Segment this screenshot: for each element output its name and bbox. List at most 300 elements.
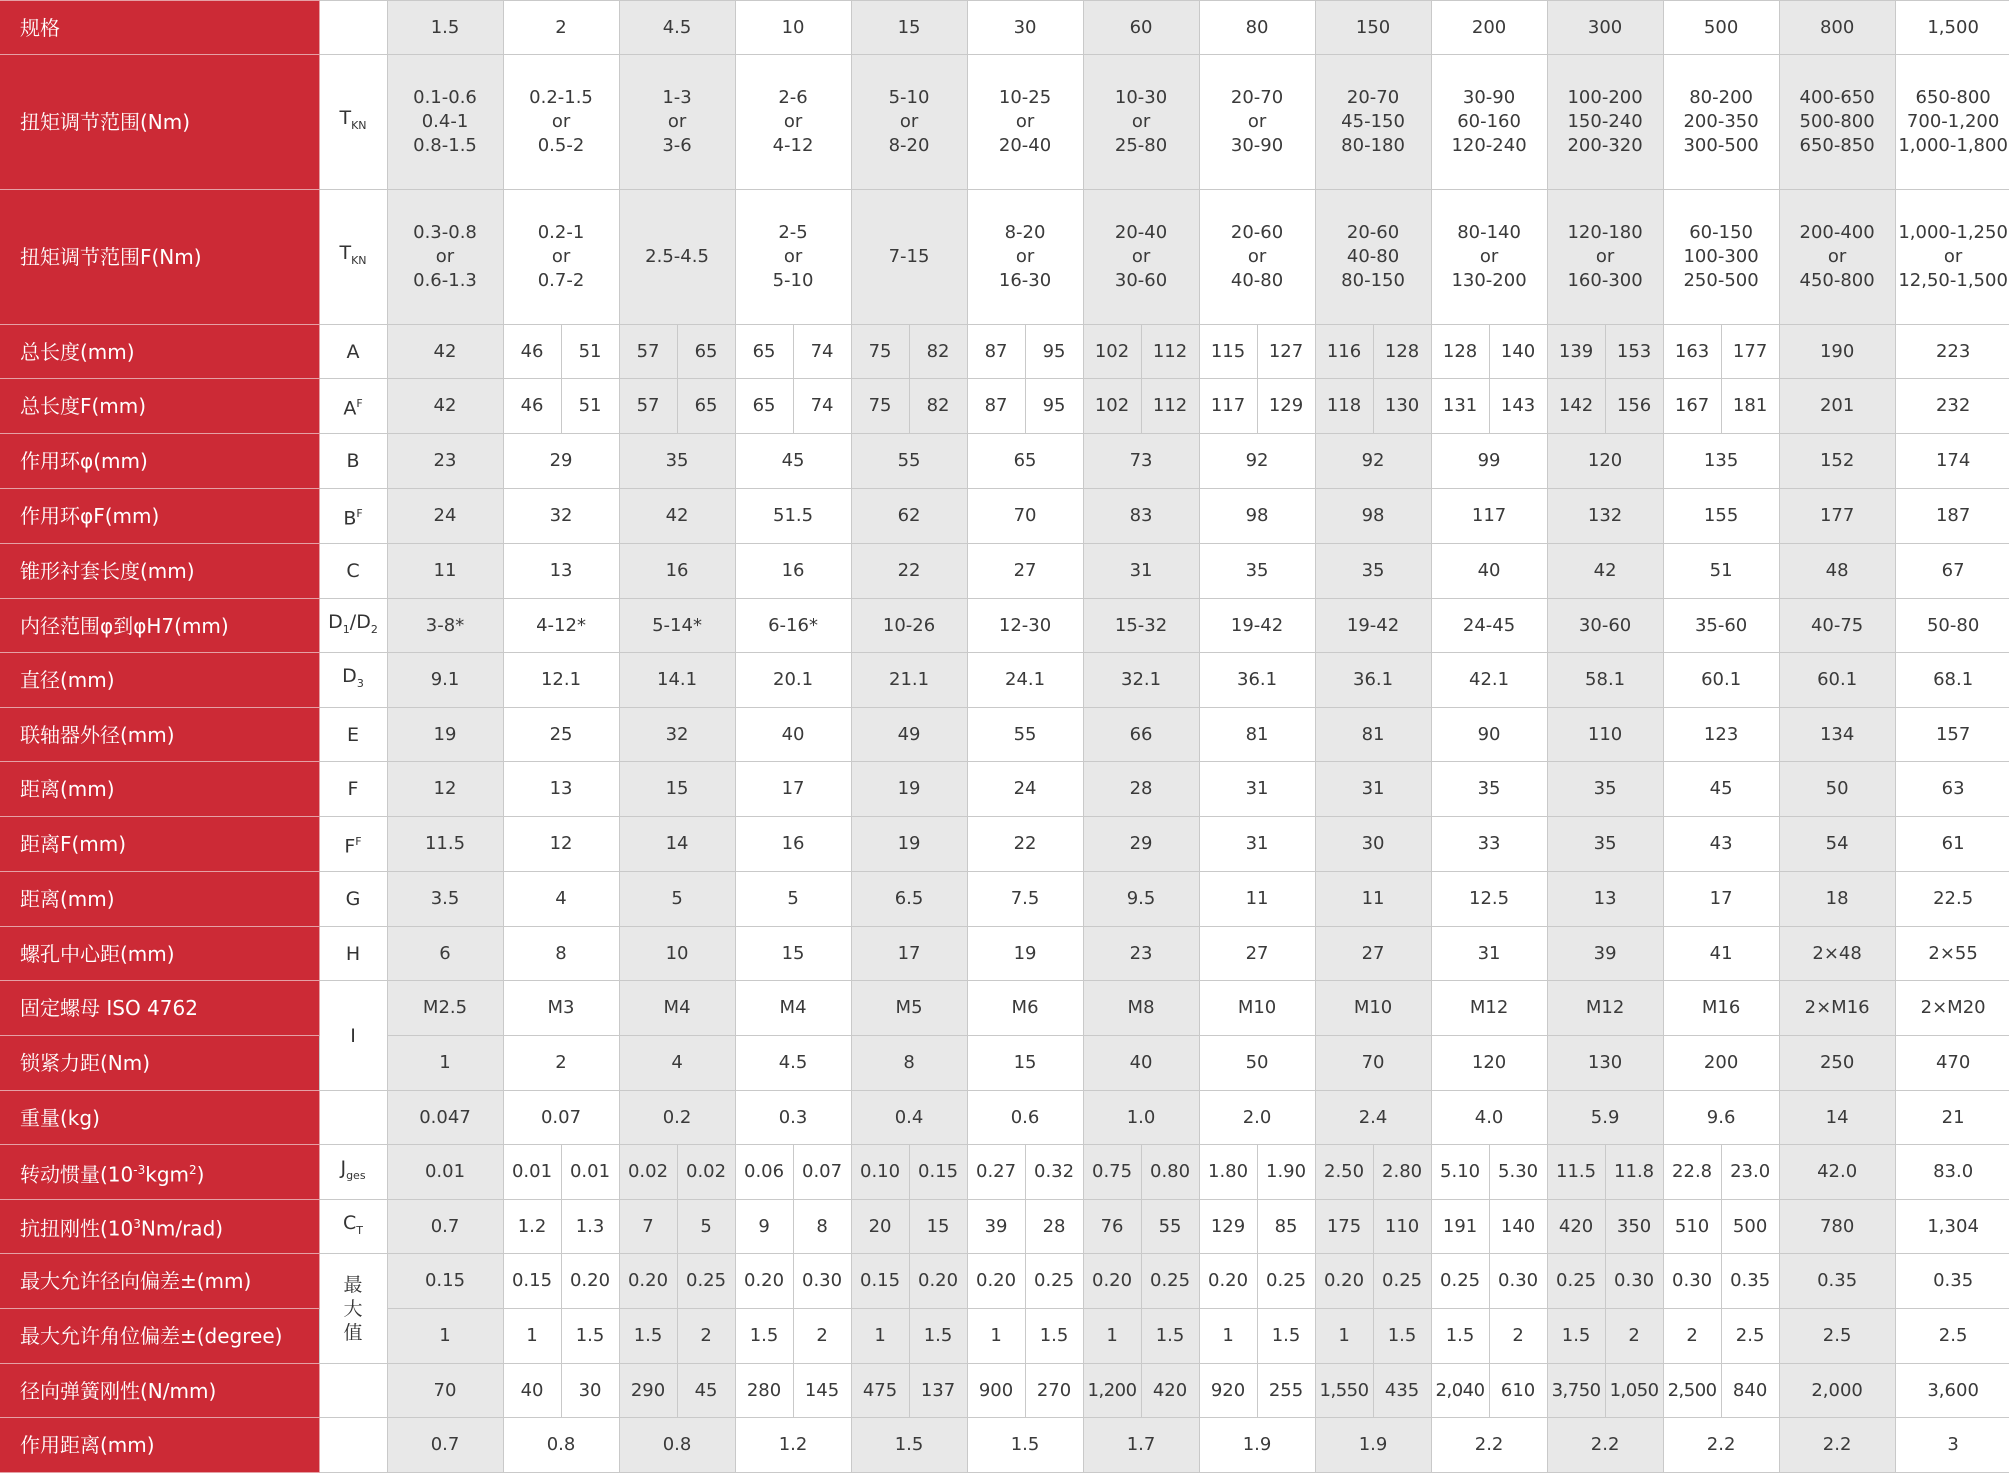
value-cell: 0.01 bbox=[387, 1145, 503, 1200]
value-cell: 1 bbox=[1083, 1309, 1141, 1364]
value-cell: 1-3 or 3-6 bbox=[619, 55, 735, 190]
value-cell: 49 bbox=[851, 708, 967, 762]
value-cell: 24 bbox=[967, 762, 1083, 817]
value-cell: 11 bbox=[1315, 872, 1431, 927]
spec-row bbox=[0, 55, 2009, 190]
value-cell: 32 bbox=[503, 489, 619, 544]
value-cell: 650-800 700-1,200 1,000-1,800 bbox=[1895, 55, 2009, 190]
value-cell: 1.5 bbox=[1025, 1309, 1083, 1364]
row-label bbox=[0, 55, 319, 190]
value-cell: 45 bbox=[1663, 762, 1779, 817]
value-cell: 95 bbox=[1025, 379, 1083, 434]
value-cell: 0.7 bbox=[387, 1200, 503, 1254]
value-cell: 0.20 bbox=[1083, 1254, 1141, 1309]
value-cell: 129 bbox=[1199, 1200, 1257, 1254]
value-cell: M6 bbox=[967, 981, 1083, 1036]
value-cell: 3.5 bbox=[387, 872, 503, 927]
row-symbol bbox=[319, 434, 387, 489]
spec-row bbox=[0, 1254, 2009, 1309]
value-cell: 0.20 bbox=[735, 1254, 793, 1309]
value-cell: M12 bbox=[1431, 981, 1547, 1036]
value-cell: 24-45 bbox=[1431, 599, 1547, 653]
row-symbol-sup: F bbox=[356, 506, 363, 520]
row-label bbox=[0, 1254, 319, 1309]
value-cell: 95 bbox=[1025, 325, 1083, 379]
value-cell: 2 bbox=[793, 1309, 851, 1364]
value-cell: 300 bbox=[1547, 1, 1663, 55]
value-cell: 0.32 bbox=[1025, 1145, 1083, 1200]
row-label bbox=[0, 1309, 319, 1364]
value-cell: 0.80 bbox=[1141, 1145, 1199, 1200]
row-symbol bbox=[319, 708, 387, 762]
value-cell: 177 bbox=[1779, 489, 1895, 544]
spec-row bbox=[0, 981, 2009, 1036]
value-cell: 3,600 bbox=[1895, 1364, 2009, 1418]
spec-row bbox=[0, 434, 2009, 489]
value-cell: 42 bbox=[1547, 544, 1663, 599]
value-cell: 61 bbox=[1895, 817, 2009, 872]
value-cell: 0.35 bbox=[1895, 1254, 2009, 1309]
value-cell: 4.5 bbox=[619, 1, 735, 55]
spec-row bbox=[0, 190, 2009, 325]
value-cell: 22.5 bbox=[1895, 872, 2009, 927]
spec-row bbox=[0, 872, 2009, 927]
value-cell: 98 bbox=[1199, 489, 1315, 544]
value-cell: 19 bbox=[387, 708, 503, 762]
value-cell: 65 bbox=[967, 434, 1083, 489]
value-cell: 7.5 bbox=[967, 872, 1083, 927]
row-symbol-text: D bbox=[328, 610, 343, 633]
value-cell: 15-32 bbox=[1083, 599, 1199, 653]
value-cell: 15 bbox=[851, 1, 967, 55]
value-cell: 1.3 bbox=[561, 1200, 619, 1254]
value-cell: 57 bbox=[619, 325, 677, 379]
value-cell: 20.1 bbox=[735, 653, 851, 708]
value-cell: 12 bbox=[387, 762, 503, 817]
value-cell: 255 bbox=[1257, 1364, 1315, 1418]
row-label bbox=[0, 762, 319, 817]
row-symbol-text: F bbox=[344, 835, 356, 858]
row-symbol bbox=[319, 1, 387, 55]
value-cell: 0.2-1 or 0.7-2 bbox=[503, 190, 619, 325]
value-cell: 2 bbox=[1663, 1309, 1721, 1364]
value-cell: 5.9 bbox=[1547, 1091, 1663, 1145]
value-cell: 0.30 bbox=[793, 1254, 851, 1309]
value-cell: 20-40 or 30-60 bbox=[1083, 190, 1199, 325]
value-cell: 50 bbox=[1779, 762, 1895, 817]
value-cell: 11 bbox=[1199, 872, 1315, 927]
value-cell: 42 bbox=[387, 325, 503, 379]
value-cell: 40 bbox=[503, 1364, 561, 1418]
value-cell: 24.1 bbox=[967, 653, 1083, 708]
value-cell: 135 bbox=[1663, 434, 1779, 489]
value-cell: 2×M16 bbox=[1779, 981, 1895, 1036]
spec-row bbox=[0, 1, 2009, 55]
value-cell: 0.07 bbox=[793, 1145, 851, 1200]
value-cell: 12.1 bbox=[503, 653, 619, 708]
value-cell: 70 bbox=[1315, 1036, 1431, 1091]
value-cell: M3 bbox=[503, 981, 619, 1036]
value-cell: 51 bbox=[561, 325, 619, 379]
value-cell: 21 bbox=[1895, 1091, 2009, 1145]
value-cell: 28 bbox=[1083, 762, 1199, 817]
value-cell: 102 bbox=[1083, 379, 1141, 434]
value-cell: 80-200 200-350 300-500 bbox=[1663, 55, 1779, 190]
value-cell: 100-200 150-240 200-320 bbox=[1547, 55, 1663, 190]
row-symbol-text: B bbox=[343, 507, 357, 530]
value-cell: 5-14* bbox=[619, 599, 735, 653]
row-label bbox=[0, 489, 319, 544]
value-cell: M16 bbox=[1663, 981, 1779, 1036]
value-cell: 0.10 bbox=[851, 1145, 909, 1200]
row-label-text: 锁紧力距(Nm) bbox=[20, 1051, 151, 1075]
value-cell: 1 bbox=[967, 1309, 1025, 1364]
value-cell: 139 bbox=[1547, 325, 1605, 379]
value-cell: 0.30 bbox=[1663, 1254, 1721, 1309]
row-symbol-text: H bbox=[345, 942, 361, 965]
value-cell: 152 bbox=[1779, 434, 1895, 489]
row-label-text: 总长度F(mm) bbox=[20, 394, 147, 418]
value-cell: 42.1 bbox=[1431, 653, 1547, 708]
value-cell: 128 bbox=[1373, 325, 1431, 379]
value-cell: 16 bbox=[735, 817, 851, 872]
value-cell: 11 bbox=[387, 544, 503, 599]
value-cell: 190 bbox=[1779, 325, 1895, 379]
value-cell: M2.5 bbox=[387, 981, 503, 1036]
value-cell: 87 bbox=[967, 379, 1025, 434]
value-cell: 65 bbox=[735, 325, 793, 379]
value-cell: 23 bbox=[387, 434, 503, 489]
value-cell: 900 bbox=[967, 1364, 1025, 1418]
value-cell: 0.2 bbox=[619, 1091, 735, 1145]
row-label-text: 内径范围φ到φH7(mm) bbox=[20, 613, 229, 638]
row-label bbox=[0, 190, 319, 325]
value-cell: 0.20 bbox=[619, 1254, 677, 1309]
spec-row bbox=[0, 325, 2009, 379]
spec-row bbox=[0, 379, 2009, 434]
value-cell: 30 bbox=[967, 1, 1083, 55]
row-label-end: ) bbox=[196, 1162, 205, 1187]
value-cell: 92 bbox=[1199, 434, 1315, 489]
value-cell: 780 bbox=[1779, 1200, 1895, 1254]
value-cell: 21.1 bbox=[851, 653, 967, 708]
value-cell: 167 bbox=[1663, 379, 1721, 434]
value-cell: 30-60 bbox=[1547, 599, 1663, 653]
value-cell: 20-70 or 30-90 bbox=[1199, 55, 1315, 190]
value-cell: 98 bbox=[1315, 489, 1431, 544]
value-cell: 2.2 bbox=[1431, 1418, 1547, 1473]
value-cell: 1.5 bbox=[387, 1, 503, 55]
value-cell: M5 bbox=[851, 981, 967, 1036]
value-cell: 35 bbox=[1547, 817, 1663, 872]
row-label-text: 最大允许角位偏差±(degree) bbox=[20, 1324, 283, 1348]
value-cell: 0.02 bbox=[677, 1145, 735, 1200]
value-cell: 2,500 bbox=[1663, 1364, 1721, 1418]
row-label bbox=[0, 1418, 319, 1473]
value-cell: 200 bbox=[1431, 1, 1547, 55]
value-cell: 140 bbox=[1489, 325, 1547, 379]
value-cell: 40 bbox=[735, 708, 851, 762]
value-cell: 76 bbox=[1083, 1200, 1141, 1254]
value-cell: 8-20 or 16-30 bbox=[967, 190, 1083, 325]
value-cell: 51 bbox=[561, 379, 619, 434]
spec-row bbox=[0, 1145, 2009, 1200]
row-symbol-text: E bbox=[346, 723, 359, 746]
row-label-text: 螺孔中心距(mm) bbox=[20, 941, 175, 966]
value-cell: 6 bbox=[387, 927, 503, 981]
value-cell: 0.35 bbox=[1779, 1254, 1895, 1309]
spec-row bbox=[0, 653, 2009, 708]
value-cell: 420 bbox=[1141, 1364, 1199, 1418]
value-cell: 134 bbox=[1779, 708, 1895, 762]
value-cell: 83 bbox=[1083, 489, 1199, 544]
value-cell: 80 bbox=[1199, 1, 1315, 55]
value-cell: 500 bbox=[1721, 1200, 1779, 1254]
value-cell: 17 bbox=[735, 762, 851, 817]
spec-row bbox=[0, 762, 2009, 817]
value-cell: 35 bbox=[1315, 544, 1431, 599]
row-symbol bbox=[319, 817, 387, 872]
value-cell: 32.1 bbox=[1083, 653, 1199, 708]
value-cell: 1,000-1,250 or 12,50-1,500 bbox=[1895, 190, 2009, 325]
value-cell: 7-15 bbox=[851, 190, 967, 325]
row-label-text: 距离(mm) bbox=[20, 887, 115, 911]
row-label bbox=[0, 544, 319, 599]
row-symbol-text: D bbox=[342, 665, 357, 688]
value-cell: 475 bbox=[851, 1364, 909, 1418]
value-cell: 2 bbox=[1605, 1309, 1663, 1364]
value-cell: 55 bbox=[1141, 1200, 1199, 1254]
value-cell: 16 bbox=[735, 544, 851, 599]
row-label-text: 规格 bbox=[20, 15, 60, 40]
value-cell: 81 bbox=[1199, 708, 1315, 762]
row-symbol-text: A bbox=[346, 340, 360, 363]
value-cell: 102 bbox=[1083, 325, 1141, 379]
row-symbol bbox=[319, 1364, 387, 1418]
value-cell: 2 bbox=[677, 1309, 735, 1364]
value-cell: 29 bbox=[503, 434, 619, 489]
value-cell: 31 bbox=[1431, 927, 1547, 981]
value-cell: 2.2 bbox=[1547, 1418, 1663, 1473]
value-cell: 1.5 bbox=[851, 1418, 967, 1473]
value-cell: 66 bbox=[1083, 708, 1199, 762]
value-cell: 40 bbox=[1083, 1036, 1199, 1091]
value-cell: 35-60 bbox=[1663, 599, 1779, 653]
value-cell: 610 bbox=[1489, 1364, 1547, 1418]
value-cell: 0.20 bbox=[561, 1254, 619, 1309]
row-label-text: 距离(mm) bbox=[20, 777, 115, 801]
value-cell: 35 bbox=[1431, 762, 1547, 817]
value-cell: 177 bbox=[1721, 325, 1779, 379]
value-cell: 1.7 bbox=[1083, 1418, 1199, 1473]
value-cell: 2×M20 bbox=[1895, 981, 2009, 1036]
value-cell: 800 bbox=[1779, 1, 1895, 55]
value-cell: 1 bbox=[1315, 1309, 1373, 1364]
row-symbol bbox=[319, 1145, 387, 1200]
value-cell: 12.5 bbox=[1431, 872, 1547, 927]
value-cell: 116 bbox=[1315, 325, 1373, 379]
value-cell: 1.5 bbox=[1257, 1309, 1315, 1364]
value-cell: 4 bbox=[503, 872, 619, 927]
value-cell: 112 bbox=[1141, 379, 1199, 434]
value-cell: 81 bbox=[1315, 708, 1431, 762]
value-cell: 1.5 bbox=[735, 1309, 793, 1364]
value-cell: 19-42 bbox=[1199, 599, 1315, 653]
value-cell: 13 bbox=[1547, 872, 1663, 927]
value-cell: 0.06 bbox=[735, 1145, 793, 1200]
value-cell: 65 bbox=[735, 379, 793, 434]
value-cell: 14 bbox=[619, 817, 735, 872]
value-cell: 92 bbox=[1315, 434, 1431, 489]
value-cell: 0.25 bbox=[677, 1254, 735, 1309]
row-label-text: 径向弹簧刚性(N/mm) bbox=[20, 1378, 217, 1403]
value-cell: 19 bbox=[851, 762, 967, 817]
value-cell: 137 bbox=[909, 1364, 967, 1418]
row-symbol-text: T bbox=[339, 107, 352, 130]
row-symbol-text: 最 大 值 bbox=[343, 1273, 363, 1344]
value-cell: 1.5 bbox=[1431, 1309, 1489, 1364]
spec-row bbox=[0, 927, 2009, 981]
row-symbol bbox=[319, 1091, 387, 1145]
value-cell: 2 bbox=[503, 1, 619, 55]
row-symbol-text: F bbox=[347, 778, 359, 800]
value-cell: 80-140 or 130-200 bbox=[1431, 190, 1547, 325]
value-cell: 117 bbox=[1431, 489, 1547, 544]
value-cell: 30 bbox=[561, 1364, 619, 1418]
row-symbol-text: I bbox=[350, 1024, 356, 1047]
value-cell: 22 bbox=[851, 544, 967, 599]
value-cell: 17 bbox=[851, 927, 967, 981]
value-cell: 10-25 or 20-40 bbox=[967, 55, 1083, 190]
value-cell: 2 bbox=[1489, 1309, 1547, 1364]
value-cell: 2.5-4.5 bbox=[619, 190, 735, 325]
value-cell: 2.4 bbox=[1315, 1091, 1431, 1145]
value-cell: 2×55 bbox=[1895, 927, 2009, 981]
row-symbol-sup: F bbox=[356, 396, 363, 410]
value-cell: 270 bbox=[1025, 1364, 1083, 1418]
value-cell: 22 bbox=[967, 817, 1083, 872]
value-cell: 74 bbox=[793, 325, 851, 379]
value-cell: 87 bbox=[967, 325, 1025, 379]
value-cell: 2-5 or 5-10 bbox=[735, 190, 851, 325]
value-cell: 41 bbox=[1663, 927, 1779, 981]
value-cell: 27 bbox=[1199, 927, 1315, 981]
row-symbol bbox=[319, 872, 387, 927]
value-cell: 9.1 bbox=[387, 653, 503, 708]
row-label-text: 联轴器外径(mm) bbox=[20, 722, 175, 747]
value-cell: 1.5 bbox=[1373, 1309, 1431, 1364]
value-cell: 0.01 bbox=[561, 1145, 619, 1200]
row-symbol bbox=[319, 325, 387, 379]
row-label-text: 作用距离(mm) bbox=[20, 1433, 155, 1457]
value-cell: 120-180 or 160-300 bbox=[1547, 190, 1663, 325]
value-cell: 0.25 bbox=[1431, 1254, 1489, 1309]
value-cell: 4-12* bbox=[503, 599, 619, 653]
value-cell: 112 bbox=[1141, 325, 1199, 379]
value-cell: 60.1 bbox=[1663, 653, 1779, 708]
value-cell: 12 bbox=[503, 817, 619, 872]
value-cell: 117 bbox=[1199, 379, 1257, 434]
value-cell: 500 bbox=[1663, 1, 1779, 55]
value-cell: 62 bbox=[851, 489, 967, 544]
value-cell: 280 bbox=[735, 1364, 793, 1418]
row-symbol bbox=[319, 1418, 387, 1473]
value-cell: 140 bbox=[1489, 1200, 1547, 1254]
row-symbol-text: B bbox=[346, 450, 360, 472]
value-cell: 19 bbox=[967, 927, 1083, 981]
value-cell: 3-8* bbox=[387, 599, 503, 653]
value-cell: 42 bbox=[619, 489, 735, 544]
value-cell: 232 bbox=[1895, 379, 2009, 434]
value-cell: 31 bbox=[1315, 762, 1431, 817]
value-cell: 0.15 bbox=[909, 1145, 967, 1200]
value-cell: 0.7 bbox=[387, 1418, 503, 1473]
value-cell: 1.2 bbox=[503, 1200, 561, 1254]
value-cell: 0.30 bbox=[1605, 1254, 1663, 1309]
value-cell: 2.50 bbox=[1315, 1145, 1373, 1200]
value-cell: 290 bbox=[619, 1364, 677, 1418]
value-cell: 132 bbox=[1547, 489, 1663, 544]
row-label bbox=[0, 1091, 319, 1145]
value-cell: 0.1-0.6 0.4-1 0.8-1.5 bbox=[387, 55, 503, 190]
value-cell: 28 bbox=[1025, 1200, 1083, 1254]
value-cell: 33 bbox=[1431, 817, 1547, 872]
value-cell: 0.27 bbox=[967, 1145, 1025, 1200]
value-cell: 1.90 bbox=[1257, 1145, 1315, 1200]
value-cell: 13 bbox=[503, 544, 619, 599]
value-cell: 1.2 bbox=[735, 1418, 851, 1473]
value-cell: 0.30 bbox=[1489, 1254, 1547, 1309]
value-cell: 51.5 bbox=[735, 489, 851, 544]
row-symbol bbox=[319, 762, 387, 817]
value-cell: 35 bbox=[619, 434, 735, 489]
value-cell: 2,040 bbox=[1431, 1364, 1489, 1418]
value-cell: 115 bbox=[1199, 325, 1257, 379]
value-cell: 0.8 bbox=[503, 1418, 619, 1473]
row-label-text: 锥形衬套长度(mm) bbox=[20, 559, 195, 583]
value-cell: 67 bbox=[1895, 544, 2009, 599]
value-cell: 15 bbox=[967, 1036, 1083, 1091]
value-cell: 110 bbox=[1373, 1200, 1431, 1254]
value-cell: 70 bbox=[967, 489, 1083, 544]
value-cell: 0.20 bbox=[909, 1254, 967, 1309]
value-cell: 0.02 bbox=[619, 1145, 677, 1200]
value-cell: 68.1 bbox=[1895, 653, 2009, 708]
value-cell: 150 bbox=[1315, 1, 1431, 55]
row-label bbox=[0, 1364, 319, 1418]
value-cell: 1.5 bbox=[561, 1309, 619, 1364]
value-cell: 2 bbox=[503, 1036, 619, 1091]
row-label bbox=[0, 1200, 319, 1254]
row-label bbox=[0, 708, 319, 762]
value-cell: 0.15 bbox=[503, 1254, 561, 1309]
value-cell: 1,050 bbox=[1605, 1364, 1663, 1418]
value-cell: 9.5 bbox=[1083, 872, 1199, 927]
value-cell: 1 bbox=[387, 1036, 503, 1091]
row-label-tail-sup: 2 bbox=[189, 1162, 197, 1177]
value-cell: 130 bbox=[1373, 379, 1431, 434]
row-label-sup: -3 bbox=[133, 1162, 146, 1177]
value-cell: 142 bbox=[1547, 379, 1605, 434]
value-cell: 118 bbox=[1315, 379, 1373, 434]
value-cell: 0.07 bbox=[503, 1091, 619, 1145]
value-cell: 6-16* bbox=[735, 599, 851, 653]
value-cell: 145 bbox=[793, 1364, 851, 1418]
spec-row bbox=[0, 1309, 2009, 1364]
value-cell: 55 bbox=[851, 434, 967, 489]
row-symbol-text: T bbox=[339, 242, 352, 265]
row-label bbox=[0, 379, 319, 434]
